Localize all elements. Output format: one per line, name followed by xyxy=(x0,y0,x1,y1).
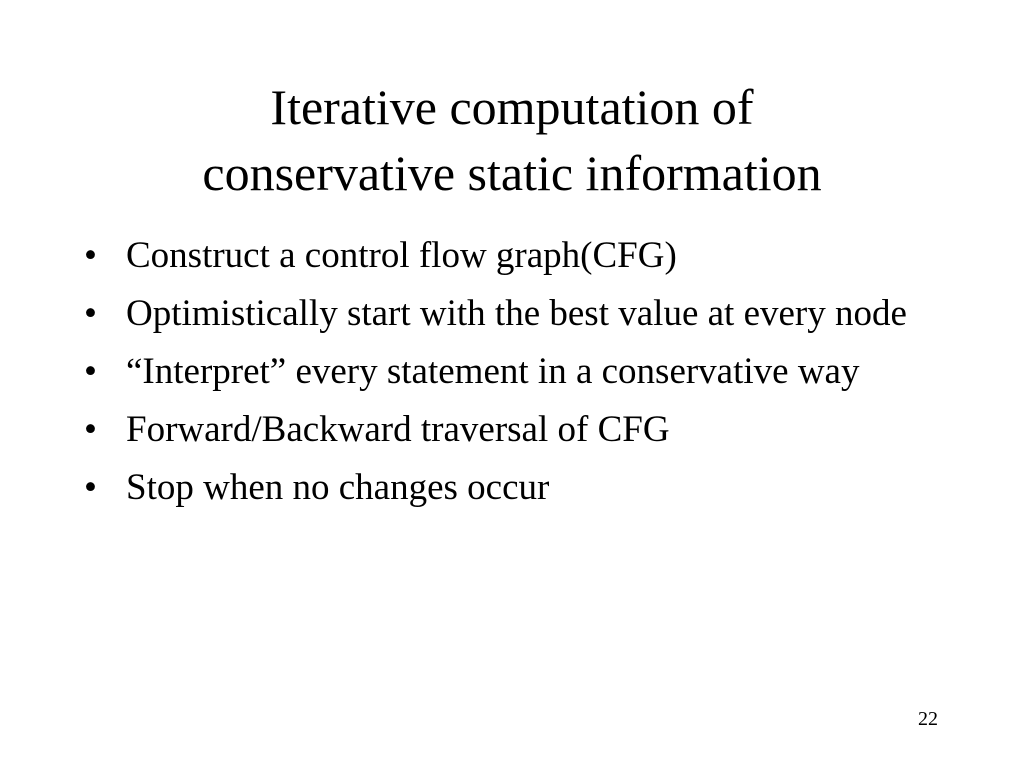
bullet-text: Optimistically start with the best value at every node xyxy=(126,293,907,334)
bullet-marker: • xyxy=(84,235,97,276)
bullet-item xyxy=(84,230,944,282)
bullet-text: “Interpret” every statement in a conservative way xyxy=(126,351,860,392)
bullet-item xyxy=(84,404,944,456)
bullet-item xyxy=(84,462,944,514)
slide-title-line-1: Iterative computation of xyxy=(270,79,754,135)
bullet-text: Construct a control flow graph(CFG) xyxy=(126,235,677,276)
bullet-item xyxy=(84,288,944,340)
bullet-marker: • xyxy=(84,293,97,334)
slide-number: 22 xyxy=(918,708,938,730)
bullet-marker: • xyxy=(84,467,97,508)
bullet-marker: • xyxy=(84,351,97,392)
bullet-item xyxy=(84,346,944,398)
bullet-text: Forward/Backward traversal of CFG xyxy=(126,409,670,450)
slide-title xyxy=(0,74,1024,206)
bullet-marker: • xyxy=(84,409,97,450)
slide-title-line-2: conservative static information xyxy=(202,145,822,201)
bullet-text: Stop when no changes occur xyxy=(126,467,550,508)
bullet-list xyxy=(84,230,944,520)
